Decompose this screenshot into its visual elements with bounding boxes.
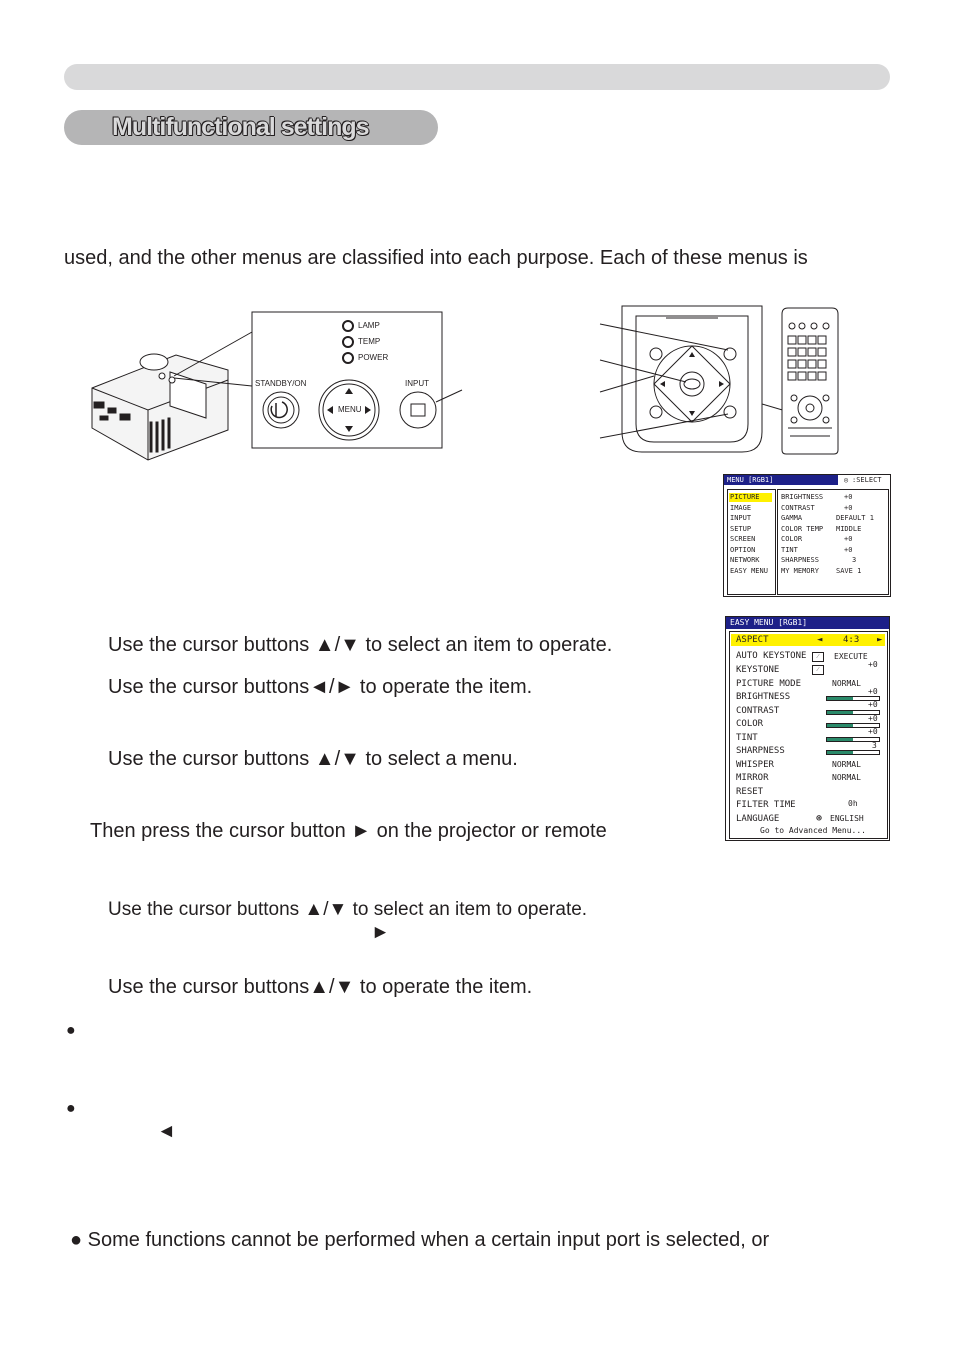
menu-category-list	[727, 489, 776, 595]
advanced-menu-screen	[723, 474, 891, 597]
menu-item-name[interactable]: GAMMA	[781, 514, 803, 522]
easy-menu-value: +0	[868, 714, 878, 723]
right-arrow-glyph: ►	[371, 922, 390, 943]
intro-text: used, and the other menus are classified into each purpose. Each of these menus is	[64, 247, 808, 269]
bullet-3-text: ● Some functions cannot be performed when a certain input port is selected, or	[70, 1229, 770, 1251]
globe-icon: ⊛	[816, 813, 823, 824]
select-icon: ◎	[844, 476, 849, 484]
bullet-1: ●	[66, 1022, 76, 1039]
easy-menu-item[interactable]: MIRROR	[736, 773, 769, 783]
easy-menu-value: ENGLISH	[830, 814, 864, 823]
easy-menu-item[interactable]: SHARPNESS	[736, 746, 785, 756]
easy-menu-item[interactable]: TINT	[736, 733, 758, 743]
easy-menu-item[interactable]: FILTER TIME	[736, 800, 796, 810]
menu-item-name[interactable]: CONTRAST	[781, 504, 815, 512]
easy-menu-item[interactable]: CONTRAST	[736, 706, 780, 716]
easy-menu-value: 0h	[848, 799, 858, 808]
menu-category-setup[interactable]: SETUP	[730, 525, 752, 533]
menu-item-name[interactable]: MY MEMORY	[781, 567, 819, 575]
menu-category-picture[interactable]: PICTURE	[729, 493, 772, 502]
menu-item-name[interactable]: COLOR TEMP	[781, 525, 824, 533]
easy-menu-value: NORMAL	[832, 773, 861, 782]
advanced-menu-header	[724, 475, 890, 485]
easy-menu-title: EASY MENU [RGB1]	[726, 617, 889, 629]
input-label: INPUT	[405, 379, 429, 388]
select-hint-box	[838, 475, 890, 485]
power-label: POWER	[358, 353, 389, 362]
easy-select-instruction: Use the cursor buttons ▲/▼ to select an item to operate.	[108, 634, 613, 656]
easy-menu-value: +0	[868, 727, 878, 736]
easy-menu-value: +0	[868, 700, 878, 709]
easy-menu-item[interactable]: COLOR	[736, 719, 764, 729]
temp-label: TEMP	[358, 337, 381, 346]
easy-menu-item[interactable]: PICTURE MODE	[736, 679, 802, 689]
menu-label: MENU	[338, 405, 362, 414]
right-arrow-icon[interactable]: ►	[877, 635, 883, 645]
select-hint: :SELECT	[852, 476, 882, 484]
keystone-icon: ⁄	[812, 652, 824, 662]
easy-menu-aspect-row[interactable]	[731, 634, 885, 646]
advanced-menu-title: MENU [RGB1]	[727, 476, 774, 484]
menu-item-value: DEFAULT 1	[836, 514, 874, 522]
easy-menu-item[interactable]: KEYSTONE	[736, 665, 780, 675]
easy-menu-item[interactable]: RESET	[736, 787, 764, 797]
easy-menu-value: NORMAL	[832, 679, 861, 688]
easy-operate-instruction: Use the cursor buttons◄/► to operate the item.	[108, 676, 533, 698]
keystone-icon: ⁄	[812, 665, 824, 675]
cursor-buttons-illustration	[596, 304, 842, 456]
menu-item-value: SAVE 1	[836, 567, 862, 575]
easy-menu-value: +0	[868, 687, 878, 696]
menu-category-input[interactable]: INPUT	[730, 514, 752, 522]
easy-menu-value: EXECUTE	[834, 652, 868, 661]
menu-item-list	[777, 489, 889, 595]
menu-item-name[interactable]: BRIGHTNESS	[781, 493, 824, 501]
menu-item-name[interactable]: TINT	[781, 546, 798, 554]
menu-item-name[interactable]: COLOR	[781, 535, 803, 543]
bullet-2: ●	[66, 1100, 76, 1117]
menu-item-value: +0	[844, 504, 853, 512]
section-title: Multifunctional settings	[112, 113, 369, 141]
aspect-value: 4:3	[843, 635, 860, 645]
easy-menu-item[interactable]: AUTO KEYSTONE	[736, 651, 807, 661]
standby-on-label: STANDBY/ON	[255, 379, 307, 388]
menu-category-network[interactable]: NETWORK	[730, 556, 760, 564]
advanced-select-instruction: Use the cursor buttons ▲/▼ to select an item to operate.	[108, 899, 588, 920]
menu-category-image[interactable]: IMAGE	[730, 504, 752, 512]
menu-item-value: +0	[844, 535, 853, 543]
advanced-operate-instruction: Use the cursor buttons▲/▼ to operate the item.	[108, 976, 533, 998]
menu-category-screen[interactable]: SCREEN	[730, 535, 756, 543]
easy-menu-value: +0	[868, 660, 878, 669]
menu-item-name[interactable]: SHARPNESS	[781, 556, 819, 564]
easy-menu-body	[729, 631, 888, 839]
menu-category-easy-menu[interactable]: EASY MENU	[730, 567, 768, 575]
lamp-label: LAMP	[358, 321, 380, 330]
menu-category-option[interactable]: OPTION	[730, 546, 756, 554]
menu-item-value: MIDDLE	[836, 525, 862, 533]
menu-item-value: +0	[844, 546, 853, 554]
left-arrow-glyph: ◄	[157, 1121, 176, 1142]
select-menu-instruction: Use the cursor buttons ▲/▼ to select a menu.	[108, 748, 518, 770]
left-arrow-icon[interactable]: ◄	[817, 635, 823, 645]
then-press-instruction: Then press the cursor button ► on the projector or remote	[90, 820, 607, 842]
easy-menu-value: 3	[872, 741, 877, 750]
easy-menu-item[interactable]: BRIGHTNESS	[736, 692, 791, 702]
easy-menu-item[interactable]: LANGUAGE	[736, 814, 780, 824]
easy-menu-value: NORMAL	[832, 760, 861, 769]
menu-item-value: 3	[852, 556, 857, 564]
easy-menu-screen	[725, 616, 890, 841]
aspect-label: ASPECT	[736, 635, 769, 645]
sharpness-slider[interactable]	[826, 750, 880, 755]
easy-menu-item[interactable]: WHISPER	[736, 760, 774, 770]
page-header-bar	[64, 64, 890, 90]
go-to-advanced-menu-link[interactable]: Go to Advanced Menu...	[760, 826, 866, 835]
menu-item-value: +0	[844, 493, 853, 501]
